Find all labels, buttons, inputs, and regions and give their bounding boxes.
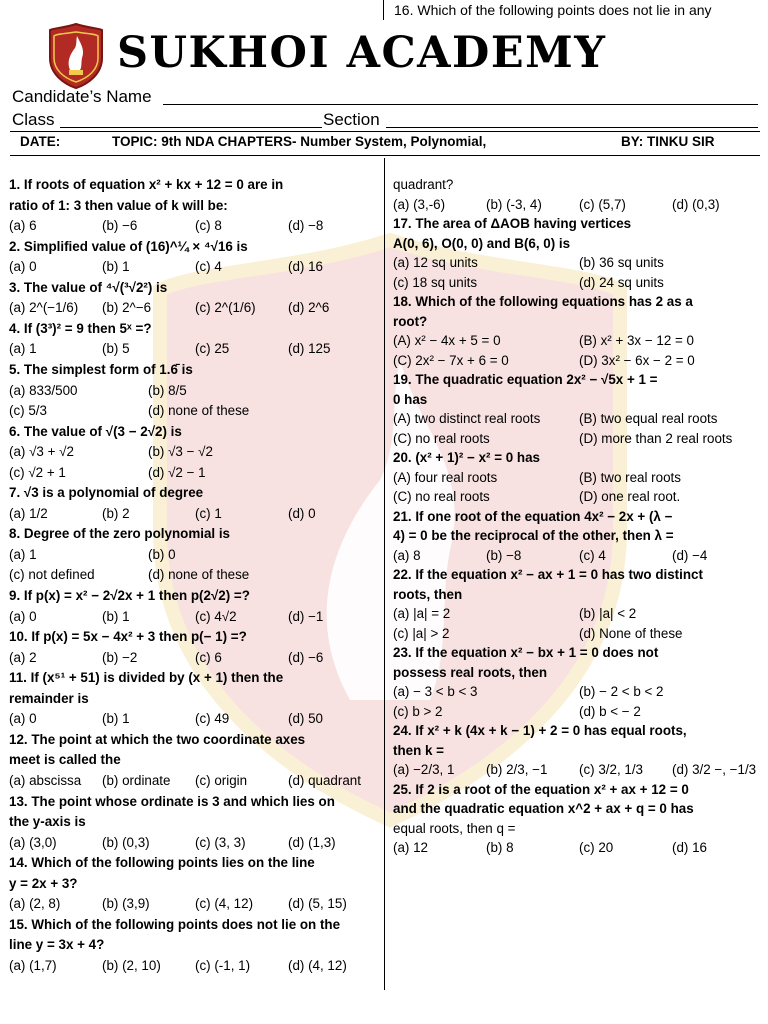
answer-option[interactable]: (a) (3,-6) (393, 196, 446, 212)
question-line: 18. Which of the following equations has 2 as a (393, 294, 693, 309)
answer-option[interactable]: (a) 0 (9, 608, 37, 624)
answer-option[interactable]: (a) (2, 8) (9, 896, 61, 912)
answer-option[interactable]: (a) 2^(−1/6) (9, 300, 79, 316)
answer-option[interactable]: (a) 8 (393, 547, 421, 563)
question-line: 24. If x² + k (4x + k − 1) + 2 = 0 has equal roots, (393, 723, 687, 738)
section-label: Section (323, 110, 380, 129)
class-label: Class (12, 110, 55, 129)
answer-option[interactable]: (a) |a| = 2 (393, 606, 451, 621)
question-line: remainder is (9, 690, 89, 706)
answer-option[interactable]: (a) 6 (9, 218, 37, 234)
answer-option[interactable]: (c) (4, 12) (195, 896, 254, 912)
answer-option[interactable]: (D) more than 2 real roots (579, 430, 733, 446)
academy-title: SUKHOI ACADEMY (117, 28, 607, 78)
question-line: 9. If p(x) = x² − 2√2x + 1 then p(2√2) =? (9, 588, 250, 603)
question-line: 11. If (x⁵¹ + 51) is divided by (x + 1) then the (9, 670, 284, 686)
question-line: 8. Degree of the zero polynomial is (9, 526, 230, 542)
answer-option[interactable]: (c) 5/3 (9, 403, 47, 419)
answer-option[interactable]: (d) None of these (579, 625, 683, 641)
answer-option[interactable]: (c) (-1, 1) (195, 957, 251, 973)
question-line: line y = 3x + 4? (9, 937, 105, 953)
top-strip-text: 16. Which of the following points does not lie in any (394, 2, 712, 18)
answer-option[interactable]: (b) √3 − √2 (148, 444, 213, 460)
question-line: 10. If p(x) = 5x − 4x² + 3 then p(− 1) =? (9, 629, 247, 645)
question-line: 15. Which of the following points does not lie on the (9, 916, 341, 932)
candidate-name-label: Candidate’s Name (12, 87, 152, 106)
column-divider (384, 158, 385, 990)
question-line: possess real roots, then (393, 664, 548, 680)
answer-option[interactable]: (a) (1,7) (9, 957, 57, 973)
question-line: 22. If the equation x² − ax + 1 = 0 has two distinct (393, 567, 703, 582)
answer-option[interactable]: (d) 2^6 (288, 300, 330, 316)
question-line: 5. The simplest form of 1.6̄ is (9, 361, 193, 377)
answer-option[interactable]: (a) 2 (9, 649, 37, 665)
answer-option[interactable]: (d) (1,3) (288, 834, 336, 850)
answer-option[interactable]: (d) (0,3) (672, 196, 720, 212)
answer-option[interactable]: (b) ordinate (102, 772, 171, 788)
answer-option[interactable]: (d) b < − 2 (579, 703, 641, 719)
date-label: DATE: (20, 134, 61, 149)
answer-option[interactable]: (d) none of these (148, 567, 250, 583)
answer-option[interactable]: (c) 25 (195, 341, 230, 357)
question-line: ratio of 1: 3 then value of k will be: (9, 197, 228, 213)
question-line: 1. If roots of equation x² + kx + 12 = 0 are in (9, 177, 284, 192)
answer-option[interactable]: (B) two real roots (579, 469, 681, 485)
answer-option[interactable]: (c) (5,7) (579, 196, 626, 212)
topic-text: TOPIC: 9th NDA CHAPTERS- Number System, Polynomial, (112, 134, 487, 149)
question-line: 3. The value of ⁴√(³√2²) is (9, 279, 168, 295)
answer-option[interactable]: (A) four real roots (393, 469, 498, 485)
answer-option[interactable]: (c) 4√2 (195, 608, 237, 624)
academy-logo-icon (48, 22, 104, 90)
answer-option[interactable]: (d) 3/2 −, −1/3 (672, 762, 757, 777)
answer-option[interactable]: (a) 1 (9, 546, 37, 562)
answer-option[interactable]: (a) 12 sq units (393, 255, 478, 270)
question-line: 4. If (3³)² = 9 then 5ˣ =? (9, 320, 152, 336)
answer-option[interactable]: (b) (3,9) (102, 896, 150, 912)
question-line: 4) = 0 be the reciprocal of the other, then λ = (393, 528, 674, 543)
question-line: meet is called the (9, 752, 121, 768)
answer-option[interactable]: (b) 36 sq units (579, 255, 664, 270)
question-line: 6. The value of √(3 − 2√2) is (9, 423, 182, 439)
answer-option[interactable]: (c) 3/2, 1/3 (579, 762, 644, 777)
question-line: 19. The quadratic equation 2x² − √5x + 1 = (393, 372, 658, 387)
answer-option[interactable]: (c) 6 (195, 649, 222, 665)
answer-option[interactable]: (a) 0 (9, 259, 37, 275)
question-line: 2. Simplified value of (16)^¼ × ⁴√16 is (9, 238, 248, 254)
question-line: y = 2x + 3? (9, 875, 78, 891)
question-line: 25. If 2 is a root of the equation x² + ax + 12 = 0 (393, 781, 689, 797)
answer-option[interactable]: (d) (4, 12) (288, 957, 347, 973)
answer-option[interactable]: (b) (0,3) (102, 834, 150, 850)
answer-option[interactable]: (a) abscissa (9, 772, 82, 788)
answer-option[interactable]: (d) −6 (288, 649, 324, 665)
answer-option[interactable]: (C) no real roots (393, 430, 490, 446)
answer-option[interactable]: (c) 4 (195, 259, 222, 275)
answer-option[interactable]: (d) 16 (288, 259, 323, 275)
answer-option[interactable]: (d) √2 − 1 (148, 464, 206, 480)
answer-option[interactable]: (a) 0 (9, 711, 37, 727)
answer-option[interactable]: (b) 0 (148, 546, 176, 562)
answer-option[interactable]: (a) 833/500 (9, 382, 78, 398)
answer-option[interactable]: (b) (-3, 4) (486, 196, 542, 212)
answer-option[interactable]: (c) 18 sq units (393, 274, 478, 290)
answer-option[interactable]: (b) 1 (102, 711, 130, 727)
answer-option[interactable]: (C) no real roots (393, 489, 490, 504)
answer-option[interactable]: (b) 2^−6 (102, 300, 152, 316)
answer-option[interactable]: (a) −2/3, 1 (393, 762, 455, 777)
question-line: 20. (x² + 1)² − x² = 0 has (393, 450, 540, 465)
answer-option[interactable]: (d) 0 (288, 505, 316, 521)
answer-option[interactable]: (c) 8 (195, 218, 222, 234)
question-line: 0 has (393, 391, 428, 407)
answer-option[interactable]: (c) √2 + 1 (9, 464, 66, 480)
header-rule-bottom (10, 155, 760, 156)
question-line: root? (393, 313, 428, 329)
answer-option[interactable]: (b) − 2 < b < 2 (579, 684, 664, 699)
answer-option[interactable]: (a) 1 (9, 341, 37, 357)
answer-option[interactable]: (a) 1/2 (9, 505, 48, 521)
answer-option[interactable]: (C) 2x² − 7x + 6 = 0 (393, 352, 509, 368)
answer-option[interactable]: (c) 49 (195, 711, 230, 727)
question-line: 12. The point at which the two coordinate axes (9, 731, 306, 747)
top-strip-divider (383, 0, 384, 20)
answer-option[interactable]: (b) −2 (102, 649, 138, 665)
answer-option[interactable]: (b) 1 (102, 259, 130, 275)
answer-option[interactable]: (d) −4 (672, 547, 708, 563)
answer-option[interactable]: (b) 5 (102, 341, 130, 357)
author-text: BY: TINKU SIR (621, 134, 715, 149)
question-line: and the quadratic equation x^2 + ax + q = 0 has (393, 801, 694, 816)
question-line: then k = (393, 742, 444, 758)
question-line: 7. √3 is a polynomial of degree (9, 485, 204, 501)
answer-option[interactable]: (d) 125 (288, 341, 331, 357)
answer-option[interactable]: (a) 12 (393, 840, 428, 855)
answer-option[interactable]: (b) −6 (102, 218, 138, 234)
section-line[interactable] (386, 127, 758, 128)
answer-option[interactable]: (c) b > 2 (393, 703, 443, 719)
answer-option[interactable]: (a) √3 + √2 (9, 444, 74, 460)
answer-option[interactable]: (B) two equal real roots (579, 411, 718, 426)
answer-option[interactable]: (c) not defined (9, 567, 95, 583)
candidate-name-line[interactable] (163, 104, 758, 105)
question-line: A(0, 6), O(0, 0) and B(6, 0) is (393, 235, 571, 251)
answer-option[interactable]: (a) − 3 < b < 3 (393, 684, 478, 699)
answer-option[interactable]: (c) |a| > 2 (393, 625, 450, 641)
answer-option[interactable]: (c) 20 (579, 840, 614, 855)
answer-option[interactable]: (d) −8 (288, 218, 324, 234)
text-line: equal roots, then q = (393, 820, 516, 836)
answer-option[interactable]: (b) |a| < 2 (579, 606, 637, 621)
question-line: 21. If one root of the equation 4x² − 2x + (λ − (393, 508, 673, 524)
answer-option[interactable]: (b) 8/5 (148, 382, 187, 398)
answer-option[interactable]: (D) 3x² − 6x − 2 = 0 (579, 352, 695, 368)
answer-option[interactable]: (c) 1 (195, 505, 222, 521)
answer-option[interactable]: (d) −1 (288, 608, 324, 624)
answer-option[interactable]: (b) 2 (102, 505, 130, 521)
answer-option[interactable]: (D) one real root. (579, 489, 681, 504)
question-line: 13. The point whose ordinate is 3 and which lies on (9, 793, 335, 809)
answer-option[interactable]: (d) 24 sq units (579, 274, 664, 290)
answer-option[interactable]: (b) (2, 10) (102, 957, 161, 973)
question-line: roots, then (393, 586, 463, 602)
answer-option[interactable]: (c) origin (195, 772, 248, 788)
class-line[interactable] (60, 127, 322, 128)
answer-option[interactable]: (A) two distinct real roots (393, 411, 541, 426)
question-line: 23. If the equation x² − bx + 1 = 0 does not (393, 645, 659, 660)
question-line: 17. The area of ΔAOB having vertices (393, 216, 632, 231)
answer-option[interactable]: (d) quadrant (288, 772, 361, 788)
answer-option[interactable]: (d) (5, 15) (288, 896, 347, 912)
answer-option[interactable]: (a) (3,0) (9, 834, 57, 850)
question-line: 14. Which of the following points lies on the line (9, 855, 315, 871)
answer-option[interactable]: (b) 2/3, −1 (486, 762, 548, 777)
answer-option[interactable]: (B) x² + 3x − 12 = 0 (579, 333, 694, 348)
answer-option[interactable]: (d) 16 (672, 840, 707, 855)
text-line: quadrant? (393, 177, 454, 192)
answer-option[interactable]: (b) 8 (486, 840, 514, 855)
answer-option[interactable]: (d) 50 (288, 711, 323, 727)
answer-option[interactable]: (d) none of these (148, 403, 250, 419)
answer-option[interactable]: (A) x² − 4x + 5 = 0 (393, 333, 501, 348)
answer-option[interactable]: (c) 4 (579, 547, 606, 563)
answer-option[interactable]: (c) 2^(1/6) (195, 300, 256, 316)
answer-option[interactable]: (b) −8 (486, 547, 522, 563)
answer-option[interactable]: (c) (3, 3) (195, 834, 246, 850)
answer-option[interactable]: (b) 1 (102, 608, 130, 624)
question-line: the y-axis is (9, 814, 86, 830)
